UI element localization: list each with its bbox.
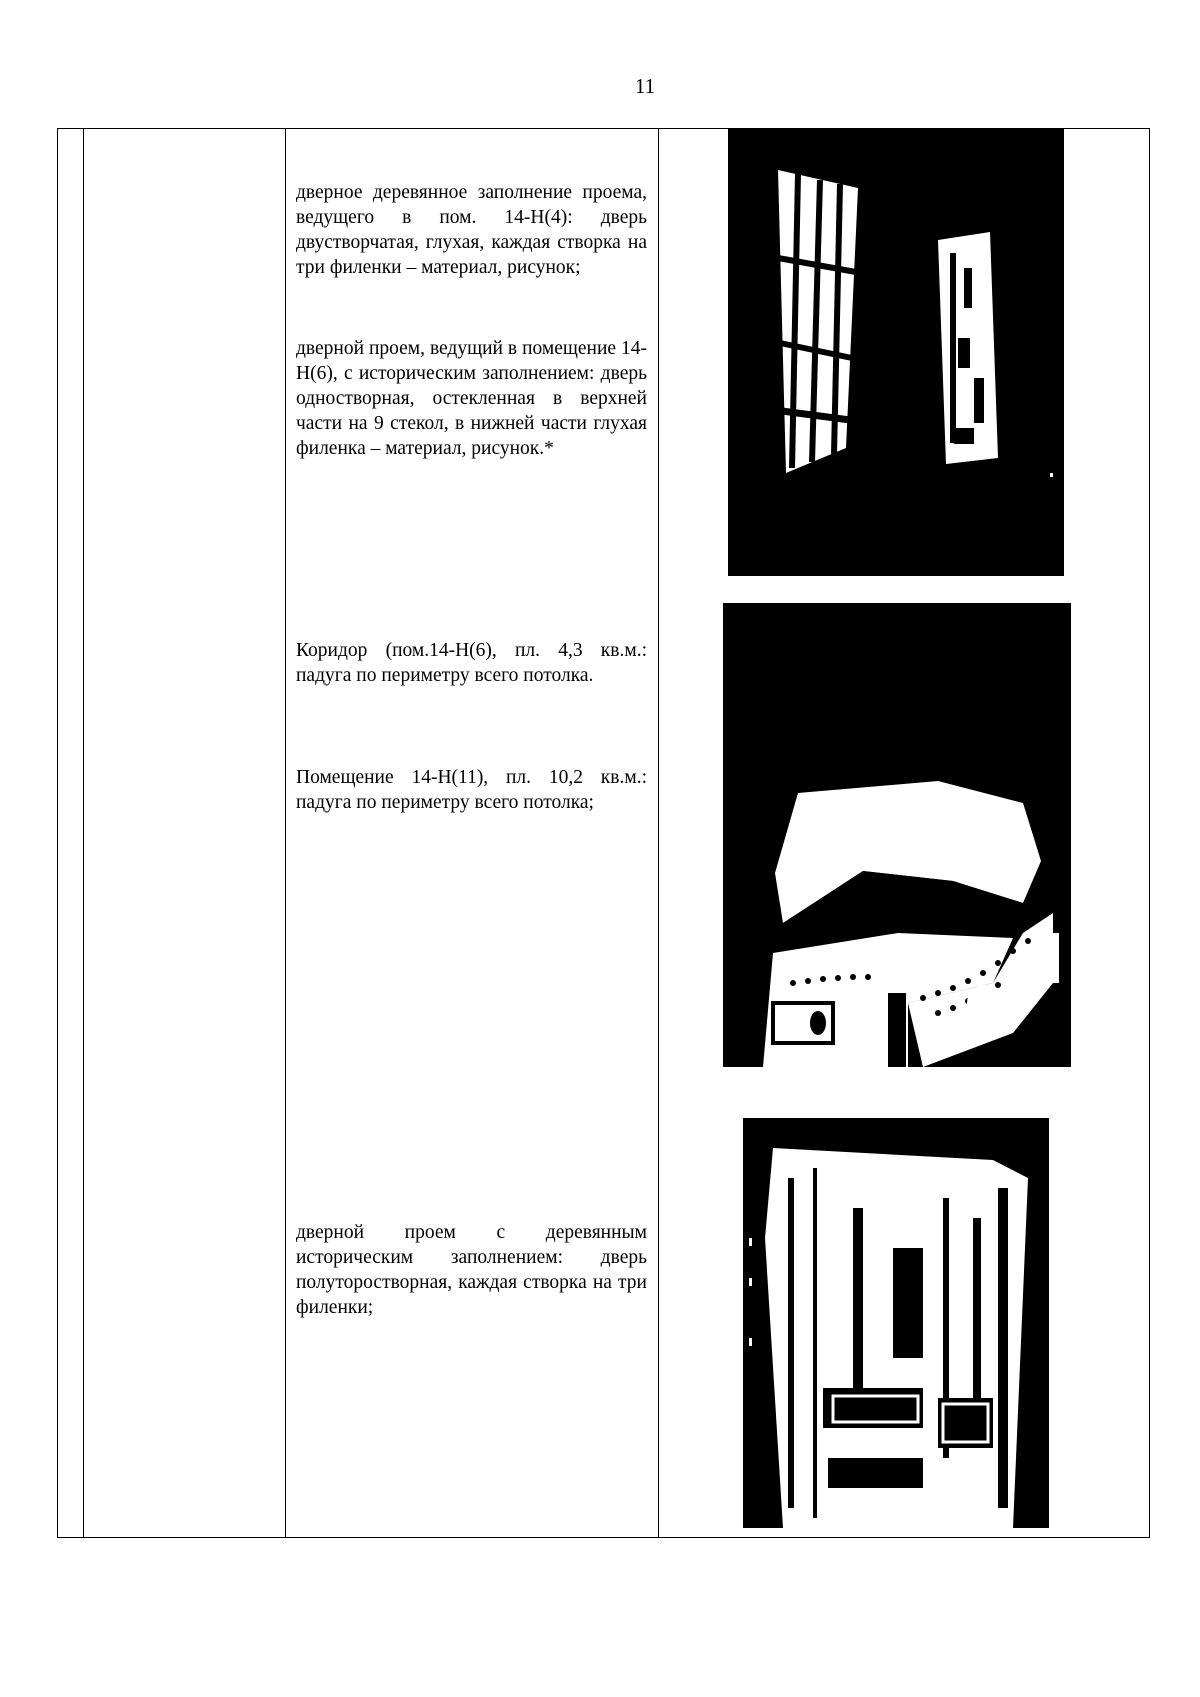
photo-wooden-door: [743, 1118, 1049, 1528]
page-number: 11: [634, 74, 656, 98]
description-corridor-14n6: Коридор (пом.14-Н(6), пл. 4,3 кв.м.: падуга по периметру всего потолка.: [296, 640, 647, 686]
column-divider: [83, 129, 84, 1537]
photo-window-door: [728, 128, 1064, 576]
column-divider: [285, 129, 286, 1537]
description-doorway-wooden: дверной проем с деревянным историческим заполнением: дверь полуторостворная, каждая створка на три филенки;: [296, 1222, 647, 1318]
description-doorway-14n6: дверной проем, ведущий в помещение 14-Н(6), с историческим заполнением: дверь одностворная, остекленная в верхней части на 9 стекол, в нижней части глухая филенка – материал, рисунок.*: [296, 338, 647, 459]
description-room-14n11: Помещение 14-Н(11), пл. 10,2 кв.м.: падуга по периметру всего потолка;: [296, 767, 647, 813]
photo-ceiling-cornice: [723, 603, 1071, 1067]
column-divider: [658, 129, 659, 1537]
description-door-14n4: дверное деревянное заполнение проема, ведущего в пом. 14-Н(4): дверь двустворчатая, глухая, каждая створка на три филенки – материал, рисунок;: [296, 182, 647, 278]
